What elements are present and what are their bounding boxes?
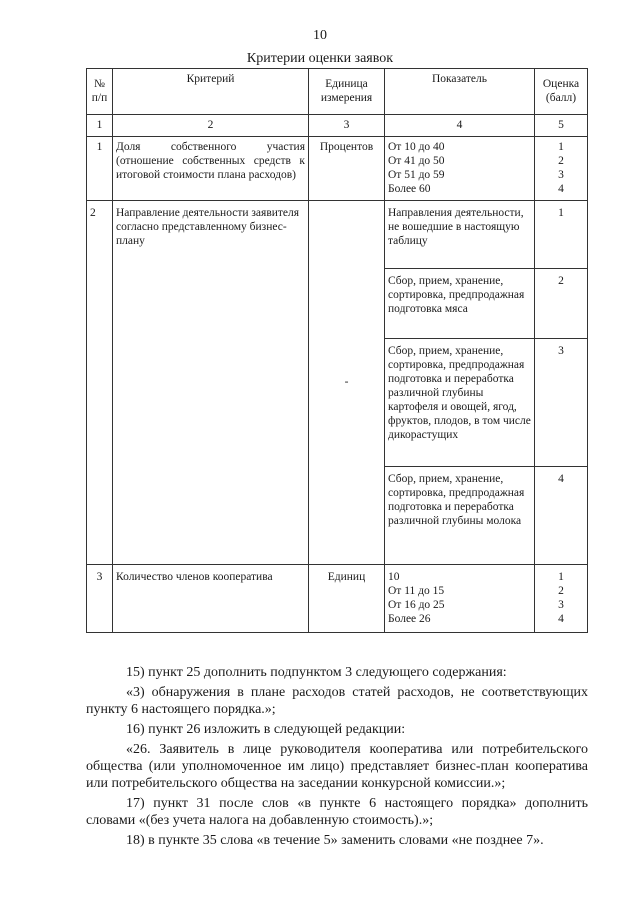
indicator-line: От 41 до 50 — [388, 155, 445, 167]
score-line: 1 — [558, 571, 564, 583]
criterion-cell: Доля собственного участия (отношение собственных средств к итоговой стоимости плана расходов) — [113, 137, 309, 201]
unit-cell: - — [309, 201, 385, 565]
header-num: № п/п — [87, 69, 113, 115]
indicator-cell: Сбор, прием, хранение, сортировка, предпродажная подготовка и переработка различной глубины картофеля и овощей, ягод, фруктов, плодов, в том числе дикорастущих — [385, 339, 535, 467]
indicator-line: Более 26 — [388, 613, 431, 625]
row-num: 3 — [87, 565, 113, 633]
indicator-cell — [385, 565, 535, 633]
score-line: 3 — [558, 169, 564, 181]
score-cell — [535, 565, 588, 633]
indicator-line: От 51 до 59 — [388, 169, 445, 181]
score-line: 4 — [558, 183, 564, 195]
indicator-line: От 16 до 25 — [388, 599, 445, 611]
table-row — [87, 137, 588, 201]
amendments-text — [86, 664, 588, 849]
indicator-line: От 11 до 15 — [388, 585, 445, 597]
score-line: 4 — [558, 613, 564, 625]
paragraph: «3) обнаружения в плане расходов статей расходов, не соответствующих пункту 6 настоящего порядка.»; — [86, 685, 588, 717]
paragraph: 16) пункт 26 изложить в следующей редакции: — [126, 722, 406, 737]
page-number: 10 — [313, 28, 327, 43]
indicator-line: 10 — [388, 571, 400, 583]
index-row — [87, 115, 588, 137]
score-line: 2 — [558, 585, 564, 597]
criteria-table — [86, 68, 588, 633]
indicator-line: Более 60 — [388, 183, 431, 195]
score-cell: 4 — [535, 467, 588, 565]
index-cell: 4 — [385, 115, 535, 137]
paragraph: 15) пункт 25 дополнить подпунктом 3 следующего содержания: — [126, 665, 507, 680]
paragraph: 17) пункт 31 после слов «в пункте 6 настоящего порядка» дополнить словами «(без учета налога на добавленную стоимость).»; — [86, 796, 588, 828]
indicator-cell: Сбор, прием, хранение, сортировка, предпродажная подготовка мяса — [385, 269, 535, 339]
criterion-cell: Направление деятельности заявителя согласно представленному бизнес-плану — [113, 201, 309, 565]
criterion-cell: Количество членов кооператива — [113, 565, 309, 633]
header-score: Оценка (балл) — [535, 69, 588, 115]
score-cell — [535, 137, 588, 201]
unit-cell: Единиц — [309, 565, 385, 633]
indicator-line: От 10 до 40 — [388, 141, 445, 153]
index-cell: 5 — [535, 115, 588, 137]
row-num: 2 — [87, 201, 113, 565]
indicator-cell: Сбор, прием, хранение, сортировка, предпродажная подготовка и переработка различной глубины молока — [385, 467, 535, 565]
paragraph: «26. Заявитель в лице руководителя кооператива или потребительского общества (или уполномоченное им лицо) представляет бизнес-план кооператива или потребительского общества на заседании конкурсной комиссии.»; — [86, 742, 588, 791]
header-criterion: Критерий — [113, 69, 309, 115]
table-title: Критерии оценки заявок — [246, 51, 394, 66]
score-line: 3 — [558, 599, 564, 611]
header-row — [87, 69, 588, 115]
index-cell: 2 — [113, 115, 309, 137]
score-line: 1 — [558, 141, 564, 153]
unit-cell: Процентов — [309, 137, 385, 201]
table-row — [87, 201, 588, 269]
indicator-cell: Направления деятельности, не вошедшие в настоящую таблицу — [385, 201, 535, 269]
indicator-cell — [385, 137, 535, 201]
score-cell: 3 — [535, 339, 588, 467]
header-unit: Единица измерения — [309, 69, 385, 115]
index-cell: 3 — [309, 115, 385, 137]
header-indicator: Показатель — [385, 69, 535, 115]
row-num: 1 — [87, 137, 113, 201]
score-line: 2 — [558, 155, 564, 167]
table-row — [87, 565, 588, 633]
index-cell: 1 — [87, 115, 113, 137]
paragraph: 18) в пункте 35 слова «в течение 5» заменить словами «не позднее 7». — [126, 833, 544, 848]
score-cell: 1 — [535, 201, 588, 269]
score-cell: 2 — [535, 269, 588, 339]
